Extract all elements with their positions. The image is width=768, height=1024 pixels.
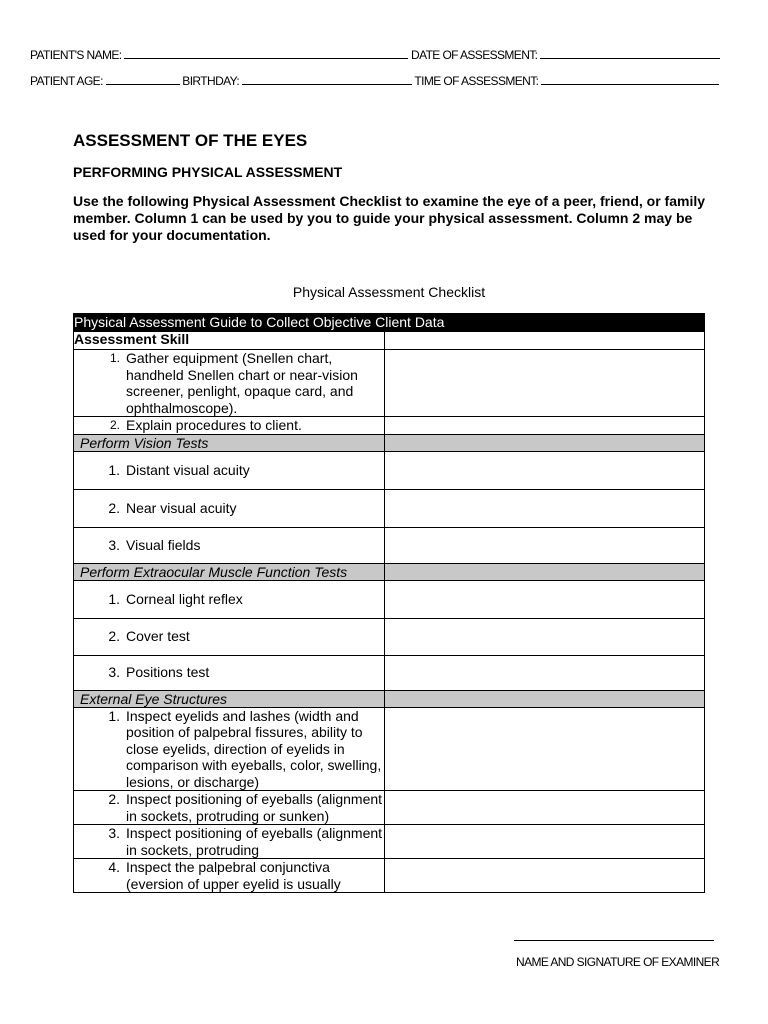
- item-number: 4.: [108, 859, 120, 875]
- item-number: 3.: [108, 664, 120, 681]
- table-header-row: [74, 314, 705, 332]
- documentation-cell[interactable]: [385, 489, 705, 527]
- documentation-cell[interactable]: [385, 451, 705, 489]
- item-number: 1.: [108, 590, 120, 607]
- section-row-vision-tests: [74, 434, 705, 451]
- item-text: Distant visual acuity: [126, 461, 250, 478]
- time-of-assessment-field[interactable]: [541, 74, 719, 85]
- patient-name-row: [30, 48, 720, 62]
- documentation-cell[interactable]: [385, 825, 705, 859]
- section-row-extraocular-tests: [74, 563, 705, 580]
- time-of-assessment-label: TIME OF ASSESSMENT:: [414, 74, 539, 88]
- patient-age-label: PATIENT AGE:: [30, 74, 103, 88]
- signature-line[interactable]: [514, 940, 714, 941]
- skill-header-row: [74, 332, 705, 350]
- table-header: Physical Assessment Guide to Collect Objective Client Data: [74, 314, 705, 332]
- section-label: Perform Extraocular Muscle Function Tests: [74, 563, 385, 580]
- item-text: Visual fields: [126, 536, 201, 553]
- assessment-skill-header: Assessment Skill: [74, 332, 385, 350]
- item-text: Inspect positioning of eyeballs (alignment in sockets, protruding or sunken): [126, 791, 383, 824]
- table-caption: Physical Assessment Checklist: [292, 284, 486, 300]
- page-subtitle: PERFORMING PHYSICAL ASSESSMENT: [73, 164, 343, 180]
- item-text: Explain procedures to client.: [126, 417, 302, 433]
- documentation-cell[interactable]: [385, 527, 705, 563]
- table-row: [74, 451, 705, 489]
- item-number: 1.: [108, 461, 120, 478]
- table-row: [74, 791, 705, 825]
- table-row: [74, 707, 705, 791]
- item-number: 1.: [108, 707, 120, 724]
- item-text: Cover test: [126, 628, 190, 645]
- birthday-label: BIRTHDAY:: [182, 74, 240, 88]
- item-number: 2.: [108, 791, 120, 807]
- item-text: Inspect eyelids and lashes (width and position of palpebral fissures, ability to close eyelids, direction of eyelids in comparison with eyeballs, color, swelling, lesions, or discharge): [126, 707, 382, 790]
- documentation-cell[interactable]: [385, 618, 705, 655]
- page-title: ASSESSMENT OF THE EYES: [73, 131, 308, 150]
- instructions-text: Use the following Physical Assessment Checklist to examine the eye of a peer, friend, or family member. Column 1 can be used by you to guide your physical assessment. Column 2 may be used for your documentation.: [73, 193, 706, 243]
- documentation-cell[interactable]: [385, 655, 705, 690]
- documentation-cell[interactable]: [385, 580, 705, 618]
- table-row: [74, 417, 705, 435]
- item-text: Gather equipment (Snellen chart, handheld Snellen chart or near-vision screener, penlight, opaque card, and ophthalmoscope).: [126, 350, 358, 416]
- section-row-external-eye-structures: [74, 690, 705, 707]
- item-number: 2.: [108, 628, 120, 645]
- birthday-field[interactable]: [242, 74, 412, 85]
- assessment-checklist-table: [73, 313, 705, 893]
- item-text: Positions test: [126, 664, 210, 681]
- item-number: 2.: [109, 418, 120, 432]
- documentation-cell[interactable]: [385, 859, 705, 893]
- item-number: 2.: [108, 499, 120, 516]
- documentation-cell[interactable]: [385, 350, 705, 417]
- table-row: [74, 655, 705, 690]
- table-row: [74, 825, 705, 859]
- table-row: [74, 859, 705, 893]
- patient-age-row: [30, 74, 719, 88]
- patient-age-field[interactable]: [106, 74, 180, 85]
- date-of-assessment-label: DATE OF ASSESSMENT:: [411, 48, 538, 62]
- table-row: [74, 618, 705, 655]
- item-text: Inspect the palpebral conjunctiva (eversion of upper eyelid is usually: [126, 859, 341, 892]
- table-row: [74, 489, 705, 527]
- table-row: [74, 350, 705, 417]
- item-number: 1.: [109, 351, 120, 365]
- item-number: 3.: [108, 536, 120, 553]
- item-text: Inspect positioning of eyeballs (alignment in sockets, protruding: [126, 825, 383, 858]
- documentation-cell[interactable]: [385, 332, 705, 350]
- documentation-cell[interactable]: [385, 791, 705, 825]
- documentation-cell[interactable]: [385, 707, 705, 791]
- date-of-assessment-field[interactable]: [540, 48, 720, 59]
- item-number: 3.: [108, 825, 120, 841]
- patient-name-label: PATIENT'S NAME:: [30, 48, 122, 62]
- item-text: Near visual acuity: [126, 499, 237, 516]
- table-row: [74, 527, 705, 563]
- item-text: Corneal light reflex: [126, 590, 243, 607]
- section-label: Perform Vision Tests: [74, 434, 385, 451]
- patient-name-field[interactable]: [124, 48, 408, 59]
- section-label: External Eye Structures: [74, 690, 385, 707]
- table-row: [74, 580, 705, 618]
- documentation-cell[interactable]: [385, 417, 705, 435]
- signature-label: NAME AND SIGNATURE OF EXAMINER: [516, 955, 720, 969]
